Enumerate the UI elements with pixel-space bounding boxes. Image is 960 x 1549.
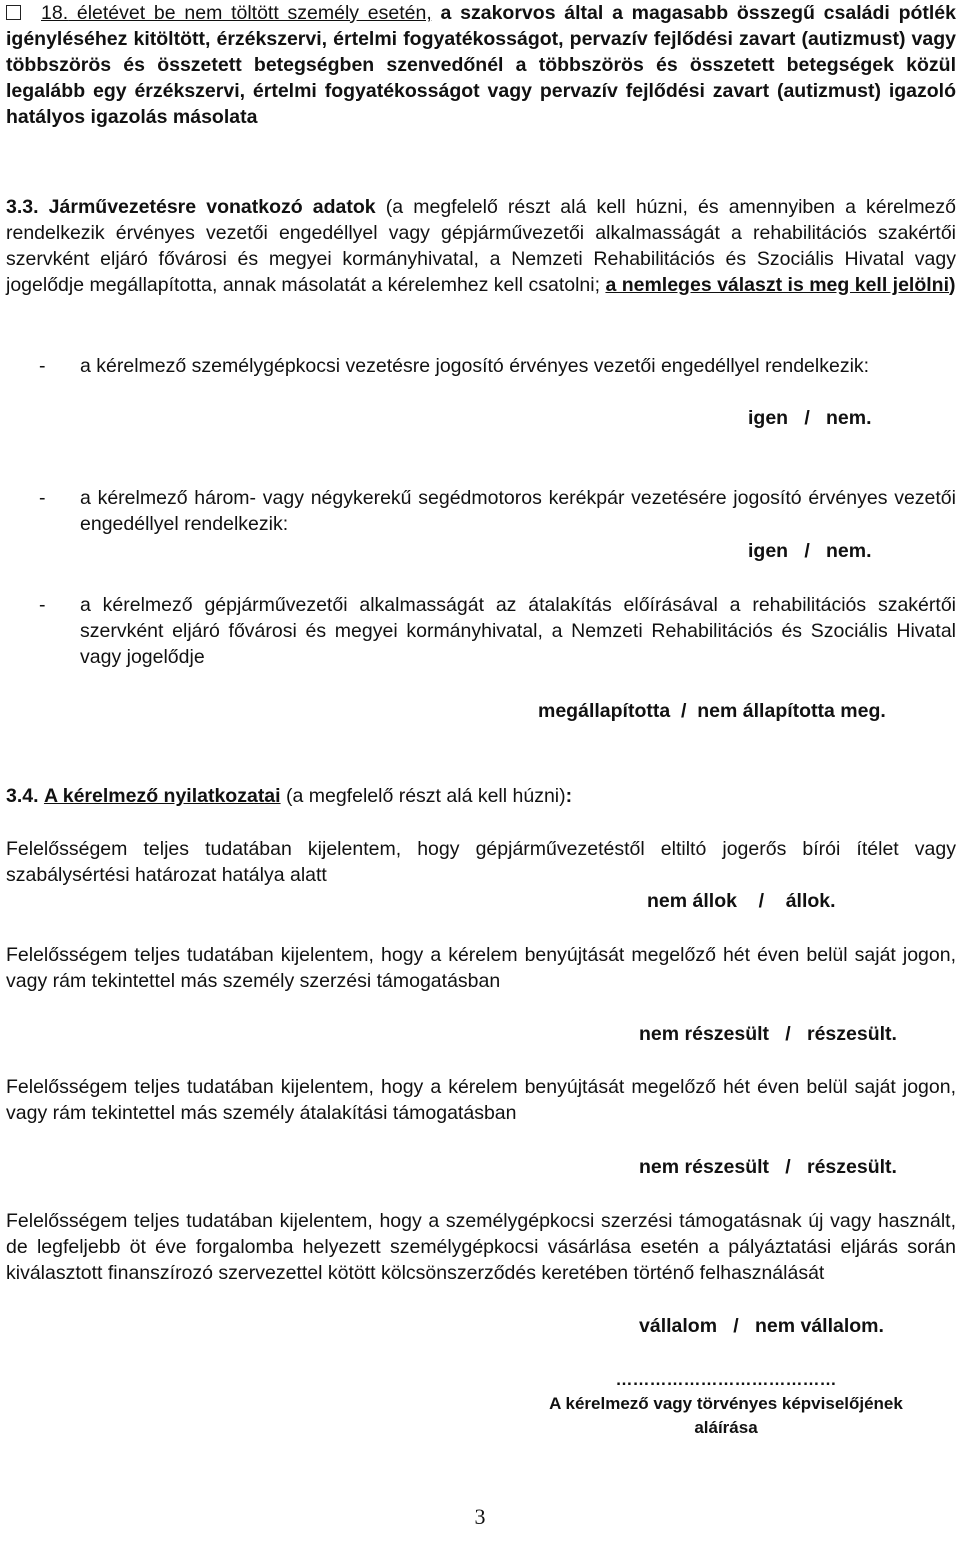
license-car-text: a kérelmező személygépkocsi vezetésre jogosító érvényes vezetői engedéllyel rendelkezik: (80, 355, 870, 377)
section-3-4-number: 3.4. (6, 785, 39, 807)
section-3-3-body: (a megfelelő részt alá kell húzni, és amennyiben a kérelmező rendelkezik érvényes vezetői engedéllyel vagy gépjárművezetői alkalmasságát a rehabilitációs szakértői szervként eljáró fővárosi és megyei kormányhivatal, a Nemzeti Rehabilitációs és Szociális Hivatal vagy jogelődje megállapította, annak másolatát a kérelemhez kell csatolni; (6, 196, 957, 296)
license-moped-text: a kérelmező három- vagy négykerekű segédmotoros kerékpár vezetésére jogosító érvényes vezetői engedéllyel rendelkezik: (80, 487, 956, 535)
declaration-loan-text: Felelősségem teljes tudatában kijelentem, hogy a személygépkocsi szerzési támogatásnak új vagy használt, de legfeljebb öt éve forgalomba helyezett személygépkocsi vásárlása esetén a pályáztatási eljárás során kiválasztott finanszírozó szervezettel kötött kölcsönszerződés keretében történő felhasználását (6, 1210, 956, 1284)
section-3-3-close: ) (949, 274, 956, 296)
license-moped-choice[interactable]: igen / nem. (748, 540, 872, 562)
license-moped-dash: - (39, 487, 46, 509)
declaration-ban-choice[interactable]: nem állok / állok. (647, 890, 836, 912)
item-18-number: 18. (41, 2, 69, 24)
signature-dots[interactable]: ………………………………… (615, 1370, 837, 1389)
item-18-checkbox[interactable] (6, 5, 21, 20)
item-18-lead: életévet be nem töltött személy esetén, (68, 2, 432, 24)
item-18-block (6, 0, 956, 130)
signature-label-line2: aláírása (694, 1418, 758, 1437)
section-3-4-block (6, 783, 956, 809)
declaration-ban-text: Felelősségem teljes tudatában kijelentem, hogy gépjárművezetéstől eltiltó jogerős bírói ítélet vagy szabálysértési határozat hatálya alatt (6, 838, 956, 886)
license-car-choice[interactable]: igen / nem. (748, 407, 872, 429)
section-3-4-colon: : (565, 785, 573, 807)
declaration-purchase-support-text: Felelősségem teljes tudatában kijelentem, hogy a kérelem benyújtását megelőző hét éven belül saját jogon, vagy rám tekintettel más személy szerzési támogatásban (6, 944, 956, 992)
fitness-dash: - (39, 594, 46, 616)
declaration-ban (6, 836, 956, 888)
section-3-3-block (6, 194, 956, 298)
section-3-3-title: Járművezetésre vonatkozó adatok (48, 196, 376, 218)
license-car-dash: - (39, 355, 46, 377)
declaration-conversion-support (6, 1074, 956, 1126)
declaration-conversion-support-choice[interactable]: nem részesült / részesült. (639, 1156, 897, 1178)
declaration-purchase-support-choice[interactable]: nem részesült / részesült. (639, 1023, 897, 1045)
signature-label-line1: A kérelmező vagy törvényes képviselőjének (549, 1394, 903, 1413)
declaration-conversion-support-text: Felelősségem teljes tudatában kijelentem, hogy a kérelem benyújtását megelőző hét éven belül saját jogon, vagy rám tekintettel más személy átalakítási támogatásban (6, 1076, 956, 1124)
item-18-bold-text: a szakorvos által a magasabb összegű családi pótlék igényléséhez kitöltött, érzékszervi, értelmi fogyatékosságot, pervazív fejlődési zavart (autizmust) vagy többszörös és összetett betegségben szenvedőnél a többszörös és összetett betegségek közül legalább egy érzékszervi, értelmi fogyatékosságot vagy pervazív fejlődési zavart (autizmust) igazoló hatályos igazolás másolata (6, 2, 956, 128)
section-3-4-body: (a megfelelő részt alá kell húzni) (280, 785, 566, 807)
section-3-3-number: 3.3. (6, 196, 39, 218)
declaration-loan (6, 1208, 956, 1286)
fitness-text: a kérelmező gépjárművezetői alkalmasságát az átalakítás előírásával a rehabilitációs szakértői szervként eljáró fővárosi és megyei kormányhivatal, a Nemzeti Rehabilitációs és Szociális Hivatal vagy jogelődje (80, 594, 956, 668)
section-3-3-underlined: a nemleges választ is meg kell jelölni (605, 274, 950, 296)
declaration-loan-choice[interactable]: vállalom / nem vállalom. (639, 1315, 884, 1337)
declaration-purchase-support (6, 942, 956, 994)
fitness-choice[interactable]: megállapította / nem állapította meg. (538, 700, 886, 722)
page-number: 3 (474, 1504, 486, 1529)
section-3-4-title: A kérelmező nyilatkozatai (43, 785, 281, 807)
